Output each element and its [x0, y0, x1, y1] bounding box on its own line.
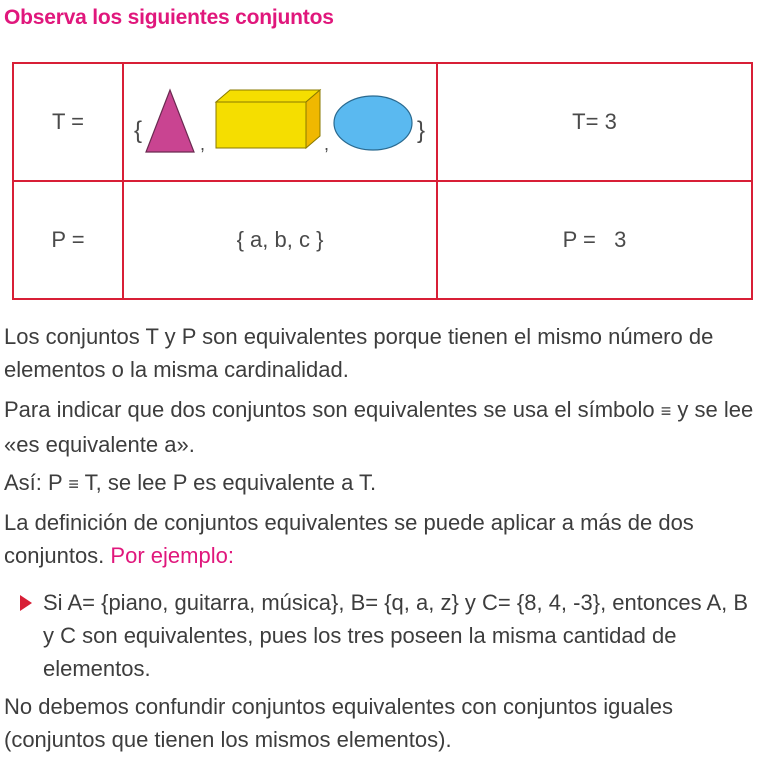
sets-table	[12, 62, 753, 300]
paragraph-multiple-sets-text: La definición de conjuntos equivalentes se puede aplicar a más de dos conjuntos.	[4, 510, 694, 568]
set-p-cardinality: P = 3	[437, 181, 752, 299]
brace-open: {	[134, 117, 143, 144]
paragraph-example-text-a: Así: P	[4, 470, 63, 495]
table-row-t	[13, 63, 752, 181]
equivalence-symbol: ≡	[660, 401, 672, 421]
section-heading: Observa los siguientes conjuntos	[4, 6, 334, 29]
set-t-shapes	[130, 82, 430, 162]
set-t-elements	[123, 63, 437, 181]
set-p-label: P =	[13, 181, 123, 299]
brace-close: }	[417, 117, 426, 144]
ellipse-shape	[334, 96, 412, 150]
paragraph-symbol-text-b: y se lee «es equivalente a».	[4, 397, 754, 457]
paragraph-example-notation	[4, 466, 764, 501]
equivalence-symbol-2: ≡	[68, 474, 79, 494]
comma-1: ,	[200, 134, 206, 154]
set-t-label: T =	[13, 63, 123, 181]
paragraph-do-not-confuse: No debemos confundir conjuntos equivalentes con conjuntos iguales (conjuntos que tienen los mismos elementos).	[4, 694, 673, 752]
box-shape	[216, 90, 320, 148]
list-item-example	[20, 586, 760, 685]
list-item-text: Si A= {piano, guitarra, música}, B= {q, a, z} y C= {8, 4, -3}, entonces A, B y C son equivalentes, pues los tres poseen la misma cantidad de elementos.	[43, 590, 749, 681]
paragraph-example-text-b: T, se lee P es equivalente a T.	[84, 470, 377, 495]
triangle-shape	[146, 90, 194, 152]
table-row-p	[13, 181, 752, 299]
paragraph-equivalent-definition: Los conjuntos T y P son equivalentes porque tienen el mismo número de elementos o la misma cardinalidad.	[4, 324, 714, 382]
paragraph-multiple-sets	[4, 506, 764, 572]
set-t-cardinality: T= 3	[437, 63, 752, 181]
example-highlight: Por ejemplo:	[110, 543, 234, 568]
bullet-triangle-icon	[20, 595, 32, 611]
comma-2: ,	[324, 134, 330, 154]
set-p-elements: { a, b, c }	[123, 181, 437, 299]
paragraph-symbol-text-a: Para indicar que dos conjuntos son equivalentes se usa el símbolo	[4, 397, 655, 422]
paragraph-symbol	[4, 393, 764, 461]
